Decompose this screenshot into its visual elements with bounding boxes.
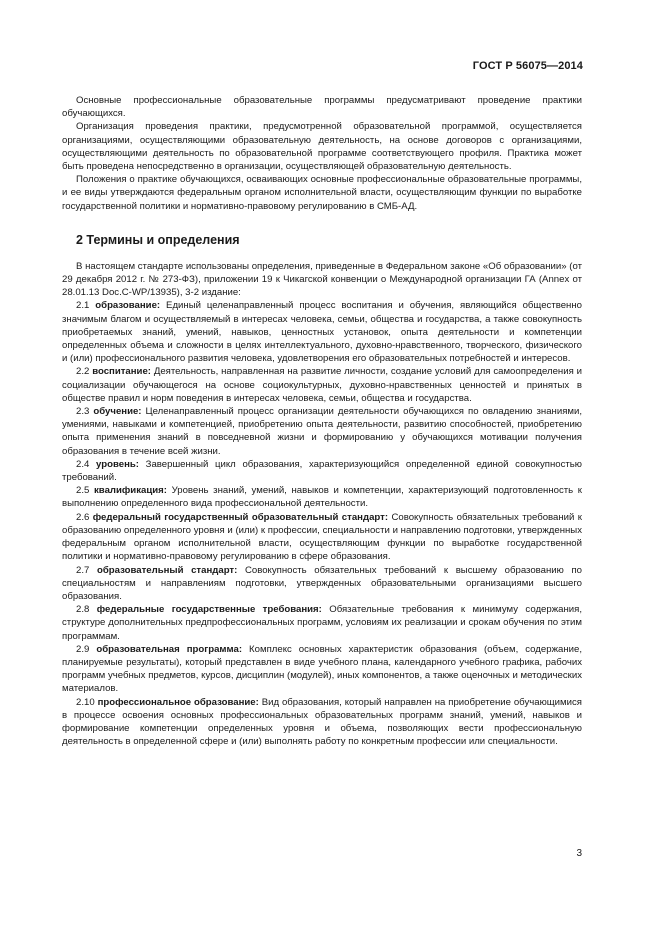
term-name: образование:	[95, 300, 161, 312]
term-text: Комплекс основных характеристик образования (объем, содержание, планируемые результаты), который представлен в виде учебного плана, календарного учебного графика, рабочих программ учебных предметов, курсов, дисциплин (модулей), иных компонентов, а также оценочных и методических материалов.	[62, 643, 582, 695]
term-name: федеральные государственные требования:	[96, 604, 322, 616]
intro-paragraph-3: Положения о практике обучающихся, осваивающих основные профессиональные образовательные программы, и ее виды утверждаются федеральным органом исполнительной власти, осуществляющим функции по выработке государственной политики и нормативно-правовому регулированию в СМБ-АД.	[62, 174, 582, 212]
term-text: Совокупность обязательных требований к образованию определенного уровня и (или) к профессии, специальности и направлению подготовки, утвержденных федеральным органом исполнительной власти, осуществляющим функции по выработке государственной политики и нормативно-правовому регулированию в сфере образования.	[62, 511, 583, 563]
term-text: Уровень знаний, умений, навыков и компетенции, характеризующий подготовленность к выполнению определенного вида профессиональной деятельности.	[62, 485, 582, 510]
term-text: Обязательные требования к минимуму содержания, структуре дополнительных предпрофессиональных программ, условиям их реализации и срокам обучения по этим программам.	[62, 604, 582, 642]
page-content	[62, 94, 582, 748]
term-definition	[62, 643, 582, 696]
term-number: 2.3	[76, 406, 90, 418]
term-number: 2.8	[76, 604, 90, 616]
term-number: 2.7	[76, 564, 90, 576]
term-number: 2.6	[76, 511, 90, 523]
page-number: 3	[576, 848, 582, 859]
term-name: образовательная программа:	[96, 643, 243, 655]
term-definition	[62, 696, 582, 749]
term-definition	[62, 603, 582, 643]
term-definition	[62, 511, 582, 564]
term-definition	[62, 299, 582, 365]
term-name: федеральный государственный образовательный стандарт:	[92, 511, 389, 523]
term-number: 2.2	[76, 366, 90, 378]
term-text: Совокупность обязательных требований к высшему образованию по специальностям и направлениям подготовки, утвержденных образовательными организациями высшего образования.	[62, 564, 582, 602]
term-definition	[62, 564, 582, 604]
standard-code: ГОСТ Р 56075—2014	[472, 60, 583, 72]
term-number: 2.5	[76, 485, 90, 497]
term-name: квалификация:	[94, 485, 167, 497]
intro-paragraph-2: Организация проведения практики, предусмотренной образовательной программой, осуществляется организациями, осуществляющими образовательную деятельность, на основе договоров с организациями, осуществляющими деятельность по образовательной программе соответствующего профиля. Практика может быть проведена непосредственно в организации, осуществляющей образовательную деятельность.	[62, 121, 582, 173]
term-definition	[62, 458, 582, 484]
term-name: уровень:	[96, 458, 139, 470]
term-definition	[62, 365, 582, 405]
term-definition	[62, 484, 582, 510]
terms-list	[62, 299, 582, 748]
term-text: Целенаправленный процесс организации деятельности обучающихся по овладению знаниями, умениями, навыками и компетенцией, приобретению опыта деятельности, развитию способностей, приобретению опыта применения знаний в повседневной жизни и формированию у обучающихся мотивации получения образования в течение всей жизни.	[62, 406, 583, 457]
term-text: Деятельность, направленная на развитие личности, создание условий для самоопределения и социализации обучающегося на основе социокультурных, духовно-нравственных ценностей и принятых в обществе правил и норм поведения в интересах человека, семьи, общества и государства.	[62, 366, 582, 404]
intro-paragraph-1: Основные профессиональные образовательные программы предусматривают проведение практики обучающихся.	[62, 95, 582, 120]
term-number: 2.9	[76, 643, 90, 655]
term-number: 2.10	[76, 696, 95, 708]
term-number: 2.4	[76, 458, 90, 470]
section-title: 2 Термины и определения	[76, 232, 240, 247]
term-name: воспитание:	[92, 366, 151, 378]
term-name: образовательный стандарт:	[96, 564, 238, 576]
term-number: 2.1	[76, 300, 90, 312]
term-name: профессиональное образование:	[97, 696, 259, 708]
section-lead-paragraph: В настоящем стандарте использованы определения, приведенные в Федеральном законе «Об образовании» (от 29 декабря 2012 г. № 273-ФЗ), приложении 19 к Чикагской конвенции о Международной организации ГА (Annex от 28.01.13 Doc.C-WP/13935), 3-2 издание:	[62, 260, 582, 299]
term-text: Завершенный цикл образования, характеризующийся определенной единой совокупностью требований.	[62, 458, 582, 484]
term-definition	[62, 405, 582, 458]
term-text: Вид образования, который направлен на приобретение обучающимися в процессе освоения основных профессиональных образовательных программ знаний, умений, навыков и формирование компетенции определенных уровня и объема, позволяющих вести профессиональную деятельность в определенной сфере и (или) выполнять работу по конкретным профессии или специальности.	[62, 696, 582, 748]
term-text: Единый целенаправленный процесс воспитания и обучения, являющийся общественно значимым благом и осуществляемый в интересах человека, семьи, общества и государства, а также совокупность приобретаемых знаний, умений, навыков, ценностных установок, опыта деятельности и компетенции определенных объема и сложности в целях интеллектуального, духовно-нравственного, творческого, физического и (или) профессионального развития человека, удовлетворения его образовательных потребностей и интересов.	[62, 300, 582, 365]
term-name: обучение:	[93, 406, 142, 418]
